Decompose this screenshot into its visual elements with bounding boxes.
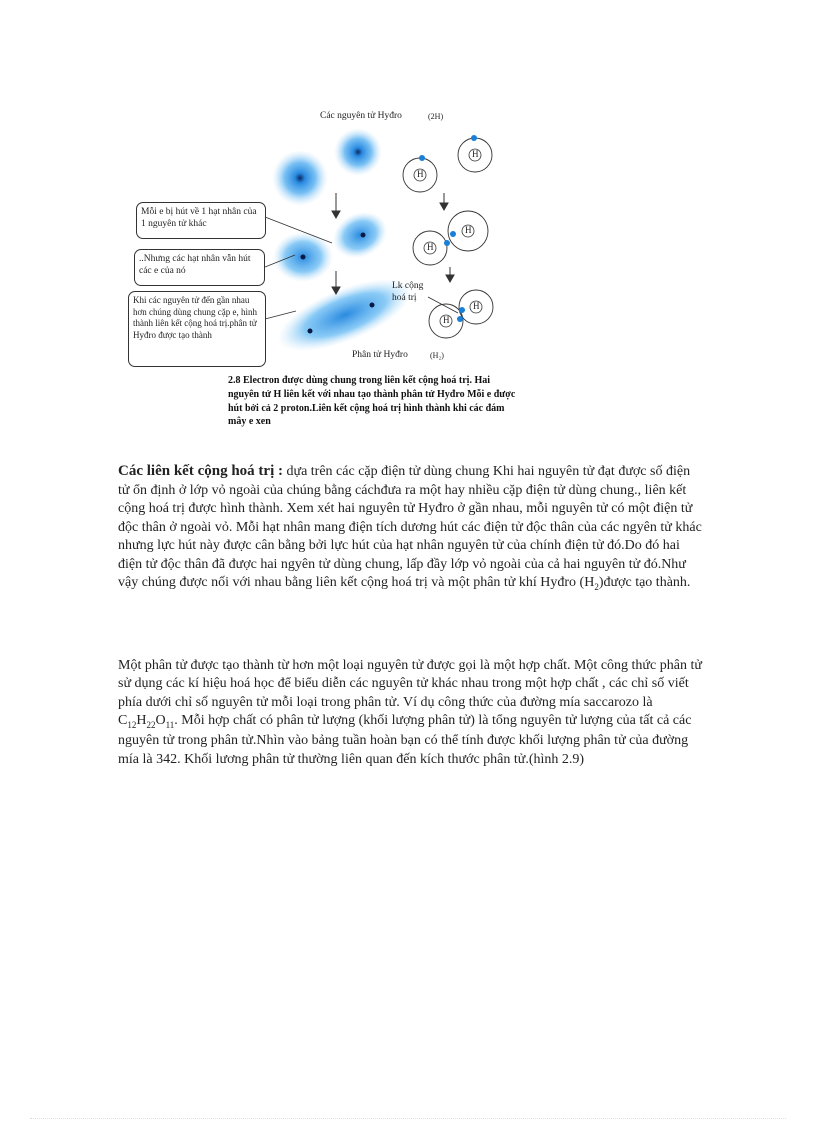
formula-element: H (136, 713, 147, 729)
paragraph-lead: Các liên kết cộng hoá trị : (118, 463, 283, 479)
paragraph-molecules (118, 657, 703, 769)
molecule-formula: (H₂) (430, 351, 444, 360)
formula-subscript: 11 (165, 720, 175, 731)
electron-dot (459, 307, 465, 313)
electron-cloud-atom-b (334, 128, 382, 176)
electron-dot (471, 135, 477, 141)
paragraph-text: )được tạo thành. (598, 575, 691, 591)
callout-text: Mỗi e bị hút về 1 hạt nhân của 1 nguyên tử khác (141, 207, 257, 230)
formula-subscript: 12 (127, 720, 137, 731)
figure-caption: 2.8 Electron được dùng chung trong liên kết cộng hoá trị. Hai nguyên tử H liên kết với nhau tạo thành phân tử Hyđro Mỗi e được hút bởi cả 2 proton.Liên kết cộng hoá trị hình thành khi các đám mây e xen (228, 375, 516, 428)
callout-electron-attraction (136, 202, 266, 239)
figure-title-atoms: Các nguyên tử Hyđro (320, 111, 402, 121)
electron-dot (457, 316, 463, 322)
nucleus-label: H (465, 225, 472, 235)
electron-cloud-atom-a (272, 150, 328, 206)
formula-subscript: 22 (146, 720, 156, 731)
paragraph-text: dựa trên các cặp điện tử dùng chung Khi hai nguyên tử đạt được số điện tử ổn định ở lớp vỏ ngoài của chúng bằng cáchđưa ra một hay nhiều cặp điện tử dùng chung., liên kết cộng hoá trị được hình thành. Xem xét hai nguyên tử Hyđro ở gần nhau, mỗi nguyên tử có một điện tử độc thân ở ngoài vỏ. Mỗi hạt nhân mang điện tích dương hút các điện tử độc thân của các ngyên tử khác nhưng lực hút này được cân bằng bởi lực hút của hạt nhân nguyên tử của chính điện tử đó.Do đó hai điện tử độc thân đã được hai ngyên tử dùng chung, lấp đầy lớp vỏ ngoài của cả hai nguyên tử đó.Như vậy chúng được nối với nhau bằng liên kết cộng hoá trị và một phân tử khí Hyđro (H (118, 464, 702, 591)
formula-element: O (155, 713, 166, 729)
callout-bond-formation (128, 291, 266, 367)
paragraph-text: Một phân tử được tạo thành từ hơn một loại nguyên tử được gọi là một hợp chất. Một công thức phân tử sử dụng các kí hiệu hoá học để biểu diễn các nguyên tử khác nhau trong một hợp chất , các chỉ số viết phía dưới chỉ số nguyên tử mỗi loại trong phân tử. Ví dụ công thức của đường mía saccarozo là C (118, 658, 702, 729)
figure-title-atoms-formula: (2H) (428, 112, 444, 121)
arrow-down-left-1 (332, 193, 340, 218)
nucleus-label: H (472, 149, 479, 159)
callout-text: Khi các nguyên tử đến gần nhau hơn chúng dùng chung cặp e, hình thành liên kết cộng hoá trị.phân tử Hyđro được tạo thành (133, 295, 257, 340)
page-bottom-border (30, 1118, 786, 1119)
electron-dot (419, 155, 425, 161)
bond-label: Lk cộng hoá trị (392, 281, 424, 303)
nucleus-label: H (443, 315, 450, 325)
callout-nucleus-attraction (134, 249, 265, 286)
electron-dot (450, 231, 456, 237)
nucleus-label: H (427, 242, 434, 252)
formula-subscript: 2 (594, 581, 599, 592)
paragraph-text: . Mỗi hợp chất có phân tử lượng (khối lượng phân tử) là tổng nguyên tử lượng của tất cả các nguyên tử trong phân tử.Nhìn vào bảng tuần hoàn bạn có thể tính được khối lượng phân tử của đường mía là 342. Khối lương phân tử thường liên quan đến kích thước phân tử.(hình 2.9) (118, 713, 692, 767)
electron-dot (444, 240, 450, 246)
nucleus-label: H (473, 301, 480, 311)
callout-text: ..Nhưng các hạt nhân vẫn hút các e của nó (139, 254, 251, 277)
molecule-label: Phân tử Hyđro (352, 350, 408, 360)
nucleus-label: H (417, 169, 424, 179)
paragraph-covalent-bonds (118, 462, 703, 594)
